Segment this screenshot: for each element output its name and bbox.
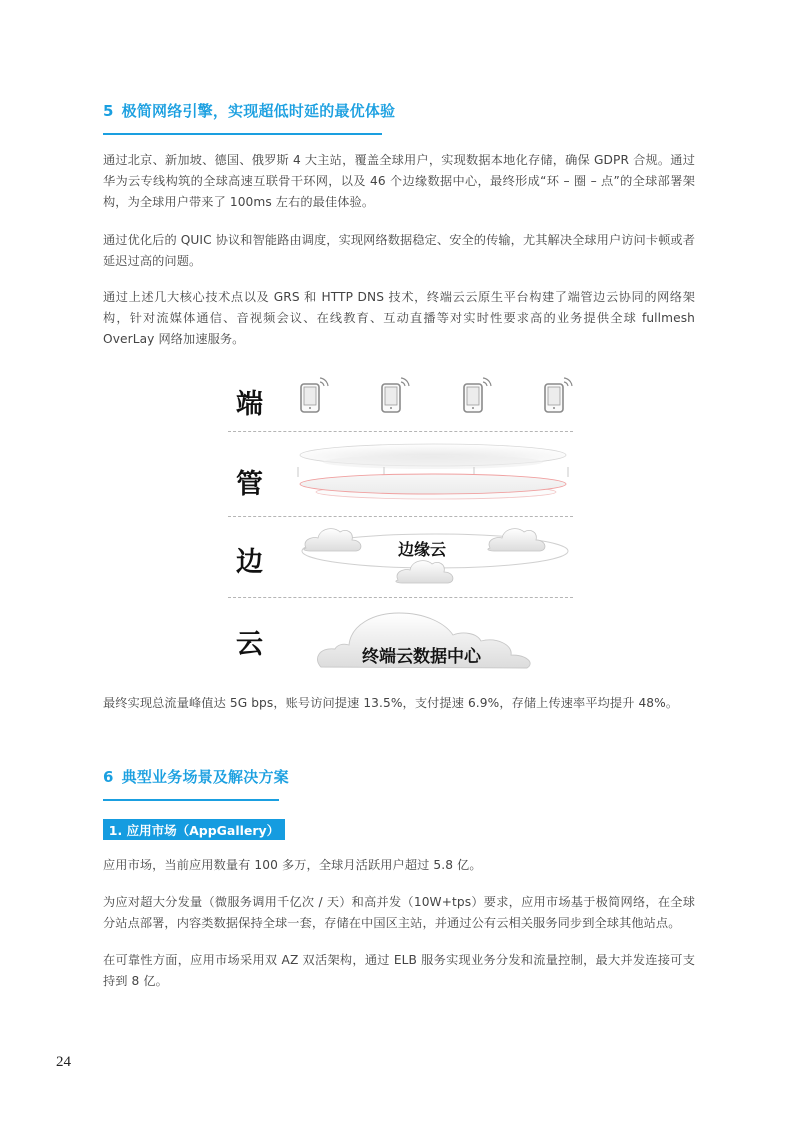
mobile-phone-icon xyxy=(298,376,332,416)
result-paragraph: 最终实现总流量峰值达 5G bps，账号访问提速 13.5%，支付提速 6.9%，存储上传速率平均提升 48%。 xyxy=(103,696,679,710)
paragraph: 通过上述几大核心技术点以及 GRS 和 HTTP DNS 技术，终端云云原生平台构建了端管边云协同的网络架构，针对流媒体通信、音视频会议、在线教育、互动直播等对实时性要求高的业务提供全球 fullmesh OverLay 网络加速服务。 xyxy=(103,290,695,346)
layer-label-cloud: 云 xyxy=(236,629,263,660)
edge-cloud-label: 边缘云 xyxy=(398,540,447,559)
network-pipe-icon xyxy=(296,440,571,505)
layer-divider xyxy=(228,431,573,432)
mobile-phone-icon xyxy=(542,376,576,416)
section-number: 6 xyxy=(103,768,114,786)
section-title: 典型业务场景及解决方案 xyxy=(121,768,289,786)
heading-underline xyxy=(103,799,279,801)
layer-label-edge: 边 xyxy=(236,547,263,578)
subsection-badge: 1. 应用市场（AppGallery） xyxy=(103,819,285,840)
page-number: 24 xyxy=(56,1054,71,1070)
paragraph: 通过北京、新加坡、德国、俄罗斯 4 大主站，覆盖全球用户，实现数据本地化存储，确保 GDPR 合规。通过华为云专线构筑的全球高速互联骨干环网，以及 46 个边缘数据中心，最终形成“环 – 圈 – 点”的全球部署架构，为全球用户带来了 100ms 左右的最佳体验。 xyxy=(103,153,695,209)
paragraph: 在可靠性方面，应用市场采用双 AZ 双活架构，通过 ELB 服务实现业务分发和流量控制，最大并发连接可支持到 8 亿。 xyxy=(103,953,695,988)
section-number: 5 xyxy=(103,102,114,120)
layer-label-pipe: 管 xyxy=(236,469,263,500)
section-title: 极简网络引擎，实现超低时延的最优体验 xyxy=(121,102,396,120)
heading-underline xyxy=(103,133,382,135)
section-6-heading xyxy=(103,766,289,787)
layer-divider xyxy=(228,597,573,598)
layer-label-device: 端 xyxy=(236,389,263,420)
paragraph: 通过优化后的 QUIC 协议和智能路由调度，实现网络数据稳定、安全的传输，尤其解决全球用户访问卡顿或者延迟过高的问题。 xyxy=(103,233,695,268)
mobile-phone-icon xyxy=(461,376,495,416)
layer-divider xyxy=(228,516,573,517)
data-center-label: 终端云数据中心 xyxy=(362,647,481,667)
mobile-phone-icon xyxy=(379,376,413,416)
paragraph: 应用市场，当前应用数量有 100 多万，全球月活跃用户超过 5.8 亿。 xyxy=(103,858,482,872)
section-5-heading xyxy=(103,100,395,121)
edge-cloud-architecture-diagram xyxy=(228,370,578,680)
paragraph: 为应对超大分发量（微服务调用千亿次 / 天）和高并发（10W+tps）要求，应用市场基于极简网络，在全球分站点部署，内容类数据保持全球一套，存储在中国区主站，并通过公有云相关服务同步到全球其他站点。 xyxy=(103,895,695,930)
